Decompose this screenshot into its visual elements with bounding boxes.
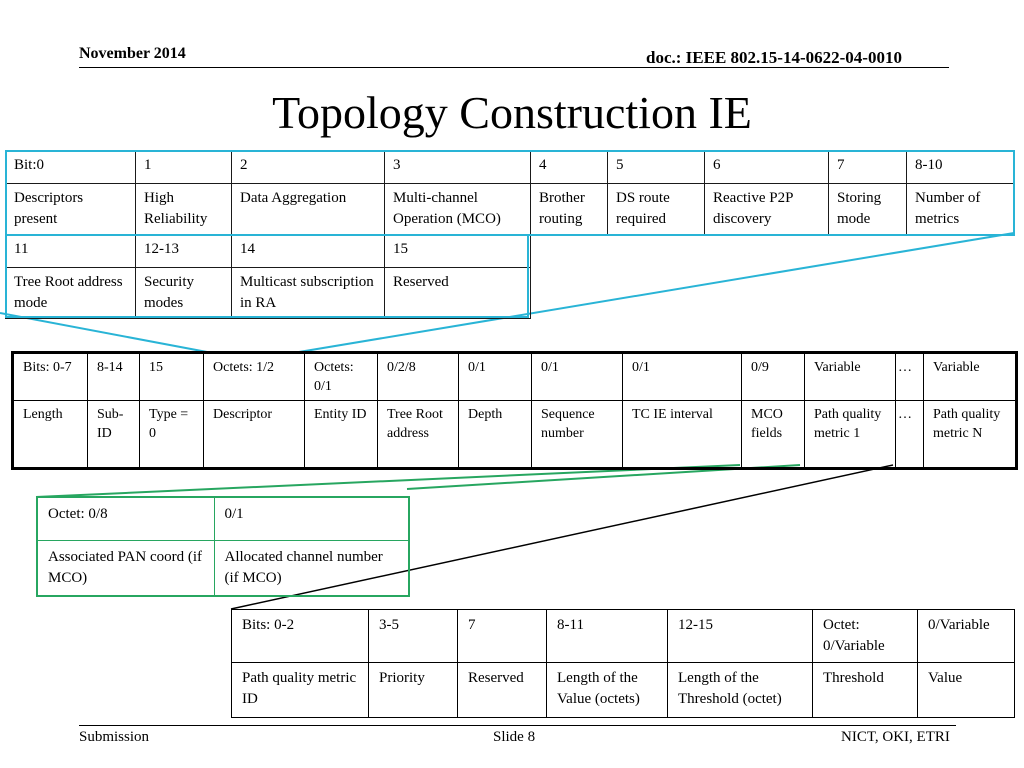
ie-size-cell: Octets: 0/1 xyxy=(305,353,378,401)
bit-field-cell: Data Aggregation xyxy=(232,184,385,235)
ie-size-cell: Octets: 1/2 xyxy=(204,353,305,401)
ie-field-cell: Length xyxy=(13,401,88,469)
metric-size-cell: 7 xyxy=(458,610,547,663)
mco-field-cell: Allocated channel number (if MCO) xyxy=(214,541,409,597)
bit-field-cell: Reactive P2P discovery xyxy=(705,184,829,235)
header-doc-id: doc.: IEEE 802.15-14-0622-04-0010 xyxy=(646,48,902,67)
bit-field-cell: High Reliability xyxy=(136,184,232,235)
metric-size-cell: Bits: 0-2 xyxy=(232,610,369,663)
ie-field-cell: Path quality metric 1 xyxy=(805,401,896,469)
bit-field-cell: Brother routing xyxy=(531,184,608,235)
ie-size-cell: 0/9 xyxy=(742,353,805,401)
bits-outline-bottom xyxy=(5,234,529,318)
ie-size-row xyxy=(13,353,1017,401)
bit-field-cell: Tree Root address mode xyxy=(6,268,136,319)
ie-field-cell: Type = 0 xyxy=(140,401,204,469)
ie-size-cell: Bits: 0-7 xyxy=(13,353,88,401)
bit-cell: 11 xyxy=(6,235,136,268)
ie-field-cell: Sub-ID xyxy=(88,401,140,469)
ie-field-cell: Depth xyxy=(459,401,532,469)
ie-table xyxy=(11,351,1018,470)
metric-size-cell: 12-15 xyxy=(668,610,813,663)
metric-field-cell: Priority xyxy=(369,663,458,718)
bit-cell: 15 xyxy=(385,235,531,268)
metric-size-cell: Octet: 0/Variable xyxy=(813,610,918,663)
blank-cell xyxy=(531,235,1015,268)
ie-field-cell: Descriptor xyxy=(204,401,305,469)
ie-size-cell: Variable xyxy=(924,353,1017,401)
ie-field-cell: Entity ID xyxy=(305,401,378,469)
ie-size-cell: 0/1 xyxy=(459,353,532,401)
bit-cell: 6 xyxy=(705,151,829,184)
mco-size-cell: 0/1 xyxy=(214,497,409,541)
bit-cell: 7 xyxy=(829,151,907,184)
ie-field-cell: Sequence number xyxy=(532,401,623,469)
metric-table xyxy=(231,609,1015,718)
metric-field-cell: Length of the Value (octets) xyxy=(547,663,668,718)
bit-cell: 8-10 xyxy=(907,151,1015,184)
ie-field-cell: Path quality metric N xyxy=(924,401,1017,469)
metric-field-cell: Value xyxy=(918,663,1015,718)
header-date: November 2014 xyxy=(79,45,186,62)
bit-field-cell: Storing mode xyxy=(829,184,907,235)
footer-submission: Submission xyxy=(79,729,150,745)
metric-field-cell: Reserved xyxy=(458,663,547,718)
metric-size-cell: 3-5 xyxy=(369,610,458,663)
bit-field-cell: Descriptors present xyxy=(6,184,136,235)
mco-size-cell: Octet: 0/8 xyxy=(37,497,214,541)
footer-slide-number: Slide 8 xyxy=(493,729,536,745)
ie-size-cell: 8-14 xyxy=(88,353,140,401)
bit-cell: 5 xyxy=(608,151,705,184)
ie-field-cell: TC IE interval xyxy=(623,401,742,469)
slide-title: Topology Construction IE xyxy=(272,87,752,138)
bit-cell: Bit:0 xyxy=(6,151,136,184)
bit-cell: 1 xyxy=(136,151,232,184)
bits-outline-top xyxy=(5,150,1015,236)
bit-field-cell: Security modes xyxy=(136,268,232,319)
ie-size-cell: 0/2/8 xyxy=(378,353,459,401)
mco-field-row xyxy=(37,541,409,597)
ie-field-row xyxy=(13,401,1017,469)
footer-divider xyxy=(79,725,956,726)
bit-cell: 3 xyxy=(385,151,531,184)
ie-size-cell: 0/1 xyxy=(623,353,742,401)
footer-authors: NICT, OKI, ETRI xyxy=(841,729,950,745)
metric-size-row xyxy=(232,610,1015,663)
ie-size-cell: … xyxy=(896,353,924,401)
bit-field-cell: Multicast subscription in RA xyxy=(232,268,385,319)
bit-cell: 12-13 xyxy=(136,235,232,268)
mco-size-row xyxy=(37,497,409,541)
ie-field-cell: Tree Root address xyxy=(378,401,459,469)
bit-field-cell: Multi-channel Operation (MCO) xyxy=(385,184,531,235)
metric-field-cell: Threshold xyxy=(813,663,918,718)
bit-cell: 14 xyxy=(232,235,385,268)
bit-field-cell: Reserved xyxy=(385,268,531,319)
metric-size-cell: 0/Variable xyxy=(918,610,1015,663)
ie-size-cell: 0/1 xyxy=(532,353,623,401)
ie-size-cell: Variable xyxy=(805,353,896,401)
bit-field-cell: Number of metrics xyxy=(907,184,1015,235)
metric-size-cell: 8-11 xyxy=(547,610,668,663)
ie-field-cell: MCO fields xyxy=(742,401,805,469)
metric-field-row xyxy=(232,663,1015,718)
bit-field-cell: DS route required xyxy=(608,184,705,235)
ie-field-cell: … xyxy=(896,401,924,469)
blank-cell xyxy=(531,268,1015,319)
mco-field-cell: Associated PAN coord (if MCO) xyxy=(37,541,214,597)
ie-size-cell: 15 xyxy=(140,353,204,401)
mco-table xyxy=(36,496,410,597)
bit-cell: 4 xyxy=(531,151,608,184)
metric-field-cell: Path quality metric ID xyxy=(232,663,369,718)
bit-cell: 2 xyxy=(232,151,385,184)
metric-field-cell: Length of the Threshold (octet) xyxy=(668,663,813,718)
